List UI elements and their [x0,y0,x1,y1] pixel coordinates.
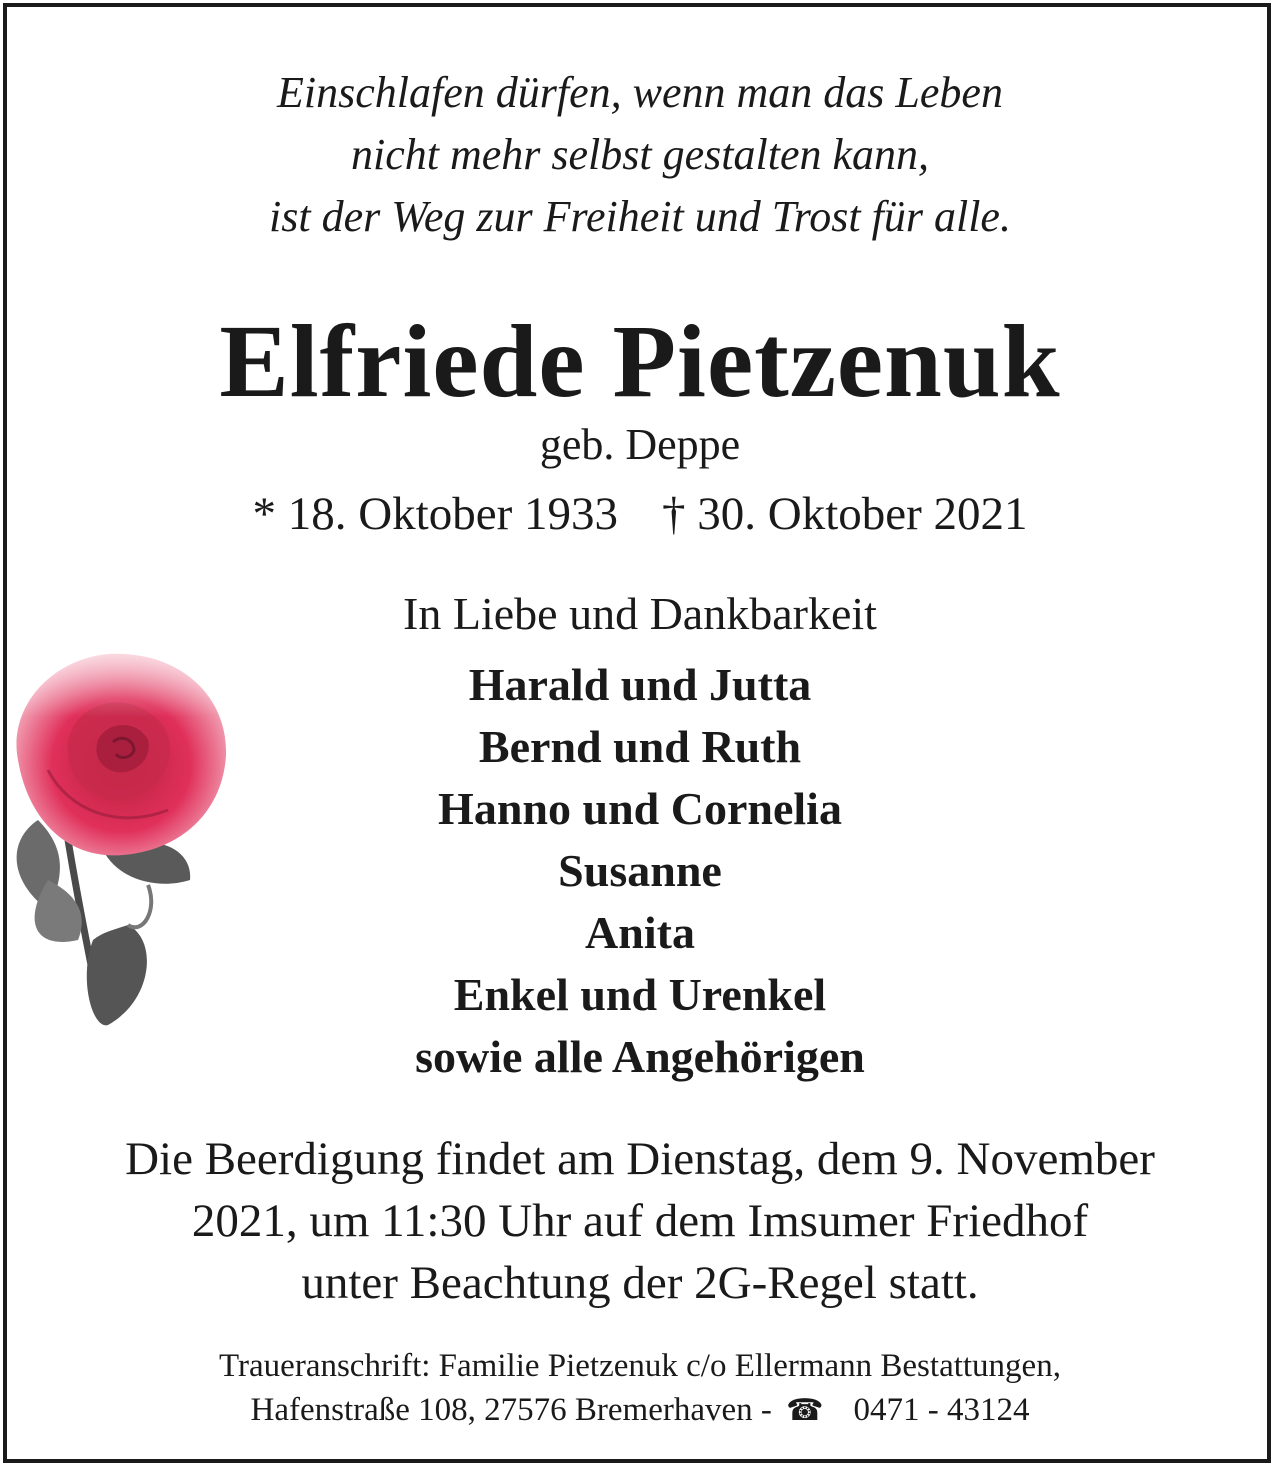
mourner-item: Anita [585,907,695,958]
mourner-item: Hanno und Cornelia [438,783,842,834]
birth-name: geb. Deppe [539,420,741,469]
deceased-name: Elfriede Pietzenuk [219,304,1061,419]
mourner-item: Harald und Jutta [468,659,812,710]
mourner-item: sowie alle Angehörigen [415,1031,865,1082]
mourner-item: Bernd und Ruth [478,721,802,772]
funeral-notice [0,1128,1280,1314]
mourner-item: Enkel und Urenkel [453,969,827,1020]
birth-date: * 18. Oktober 1933 [252,488,618,540]
mourner-item: Susanne [558,845,722,896]
funeral-line: unter Beachtung der 2G-Regel statt. [301,1257,979,1309]
quote-line: Einschlafen dürfen, wenn man das Leben [277,68,1003,117]
quote-line: ist der Weg zur Freiheit und Trost für alle. [269,192,1011,241]
address-line: Traueranschrift: Familie Pietzenuk c/o Ellermann Bestattungen, [219,1348,1061,1384]
mourning-address [0,1344,1280,1432]
address-street: Hafenstraße 108, 27576 Bremerhaven - [250,1392,772,1428]
mourners-intro: In Liebe und Dankbarkeit [403,588,877,639]
funeral-line: Die Beerdigung findet am Dienstag, dem 9. November [125,1133,1155,1185]
death-date: † 30. Oktober 2021 [662,488,1028,540]
address-line-2 [0,1388,1280,1432]
life-dates [0,484,1280,544]
quote-line: nicht mehr selbst gestalten kann, [350,130,929,179]
rose-illustration [8,640,238,1040]
phone-number: 0471 - 43124 [853,1392,1030,1428]
quote [0,62,1280,248]
funeral-line: 2021, um 11:30 Uhr auf dem Imsumer Friedhof [191,1195,1089,1247]
telephone-icon: ☎ [786,1394,824,1427]
